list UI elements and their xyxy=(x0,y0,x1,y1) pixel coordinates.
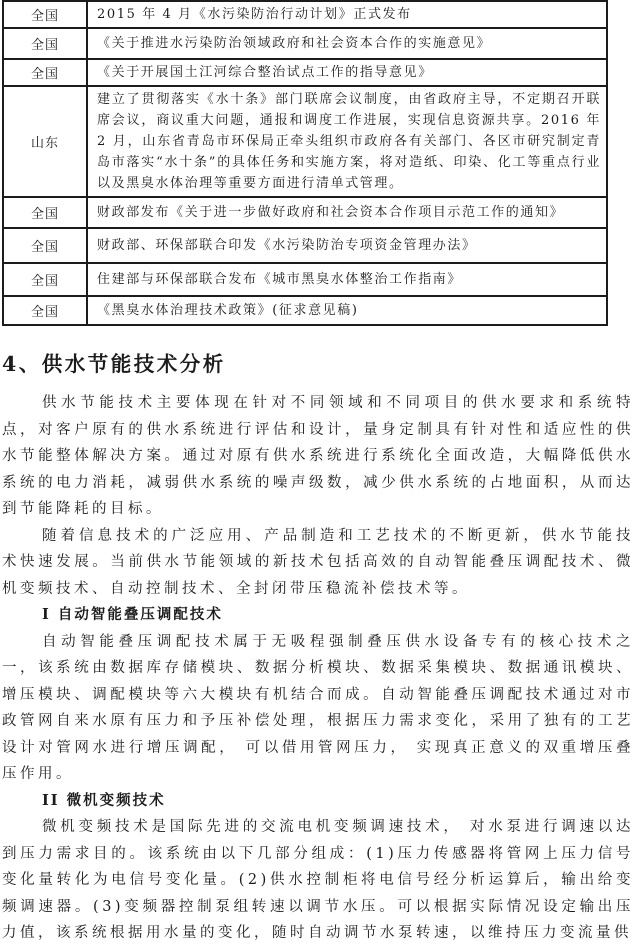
region-cell: 全国 xyxy=(3,59,87,86)
policy-content-cell: 《关于开展国土江河综合整治试点工作的指导意见》 xyxy=(87,59,607,86)
policy-content-cell: 《关于推进水污染防治领域政府和社会资本合作的实施意见》 xyxy=(87,28,607,59)
region-cell: 全国 xyxy=(3,228,87,263)
table-row xyxy=(3,296,607,325)
region-cell: 全国 xyxy=(3,197,87,228)
paragraph-new-tech: 随着信息技术的广泛应用、产品制造和工艺技术的不断更新，供水节能技术快速发展。当前供水节能领域的新技术包括高效的自动智能叠压调配技术、微机变频技术、自动控制技术、全封闭带压稳流补偿技术等。 xyxy=(2,527,634,597)
subsection-2-body: 微机变频技术是国际先进的交流电机变频调速技术， 对水泵进行调速以达到压力需求目的。该系统由以下几部分组成：(1)压力传感器将管网上压力信号变化量转化为电信号变化量。(2)供水控制柜将电信号经分析运算后，输出给变频调速器。(3)变频器控制泵组转速以调节水压。可以根据实际情况设定输出压力值，该系统根据用水量的变化，随时自动调节水泵转速，以维持压力变流量供 xyxy=(2,819,634,941)
region-cell: 全国 xyxy=(3,28,87,59)
policy-content-cell: 财政部发布《关于进一步做好政府和社会资本合作项目示范工作的通知》 xyxy=(87,197,607,228)
region-cell: 全国 xyxy=(3,1,87,28)
region-cell: 全国 xyxy=(3,296,87,325)
paragraph-overview: 供水节能技术主要体现在针对不同领域和不同项目的供水要求和系统特点，对客户原有的供水系统进行评估和设计，量身定制具有针对性和适应性的供水节能整体解决方案。通过对原有供水系统进行系统化全面改造，大幅降低供水系统的电力消耗，减弱供水系统的噪声级数，减少供水系统的占地面积，从而达到节能降耗的目标。 xyxy=(2,395,634,517)
table-row xyxy=(3,59,607,86)
table-row xyxy=(3,228,607,263)
policy-content-cell: 财政部、环保部联合印发《水污染防治专项资金管理办法》 xyxy=(87,228,607,263)
policy-content-cell: 2015 年 4 月《水污染防治行动计划》正式发布 xyxy=(87,1,607,28)
table-row xyxy=(3,86,607,197)
section-heading: 4、供水节能技术分析 xyxy=(2,352,226,376)
region-cell: 山东 xyxy=(3,86,87,197)
subsection-1-title: I 自动智能叠压调配技术 xyxy=(42,606,223,623)
policy-content-cell: 建立了贯彻落实《水十条》部门联席会议制度，由省政府主导，不定期召开联席会议，商议重大问题，通报和调度工作进展，实现信息资源共享。2016 年 2 月，山东省青岛市环保局正牵头组织市政府各有关部门、各区市研究制定青岛市落实“水十条”的具体任务和实施方案，将对造纸、印染、化工等重点行业以及黑臭水体治理等重要方面进行清单式管理。 xyxy=(87,86,607,197)
table-row xyxy=(3,1,607,28)
subsection-2-title: II 微机变频技术 xyxy=(42,791,166,809)
policy-content-cell: 住建部与环保部联合发布《城市黑臭水体整治工作指南》 xyxy=(87,263,607,296)
subsection-1-body: 自动智能叠压调配技术属于无吸程强制叠压供水设备专有的核心技术之一，该系统由数据库存储模块、数据分析模块、数据采集模块、数据通讯模块、增压模块、调配模块等六大模块有机结合而成。自动智能叠压调配技术通过对市政管网自来水原有压力和予压补偿处理，根据压力需求变化，采用了独有的工艺设计对管网水进行增压调配， 可以借用管网压力， 实现真正意义的双重增压叠压作用。 xyxy=(2,633,634,782)
table-row xyxy=(3,197,607,228)
table-row xyxy=(3,28,607,59)
region-cell: 全国 xyxy=(3,263,87,296)
policy-content-cell: 《黑臭水体治理技术政策》(征求意见稿) xyxy=(87,296,607,325)
policy-table xyxy=(2,0,608,326)
table-row xyxy=(3,263,607,296)
